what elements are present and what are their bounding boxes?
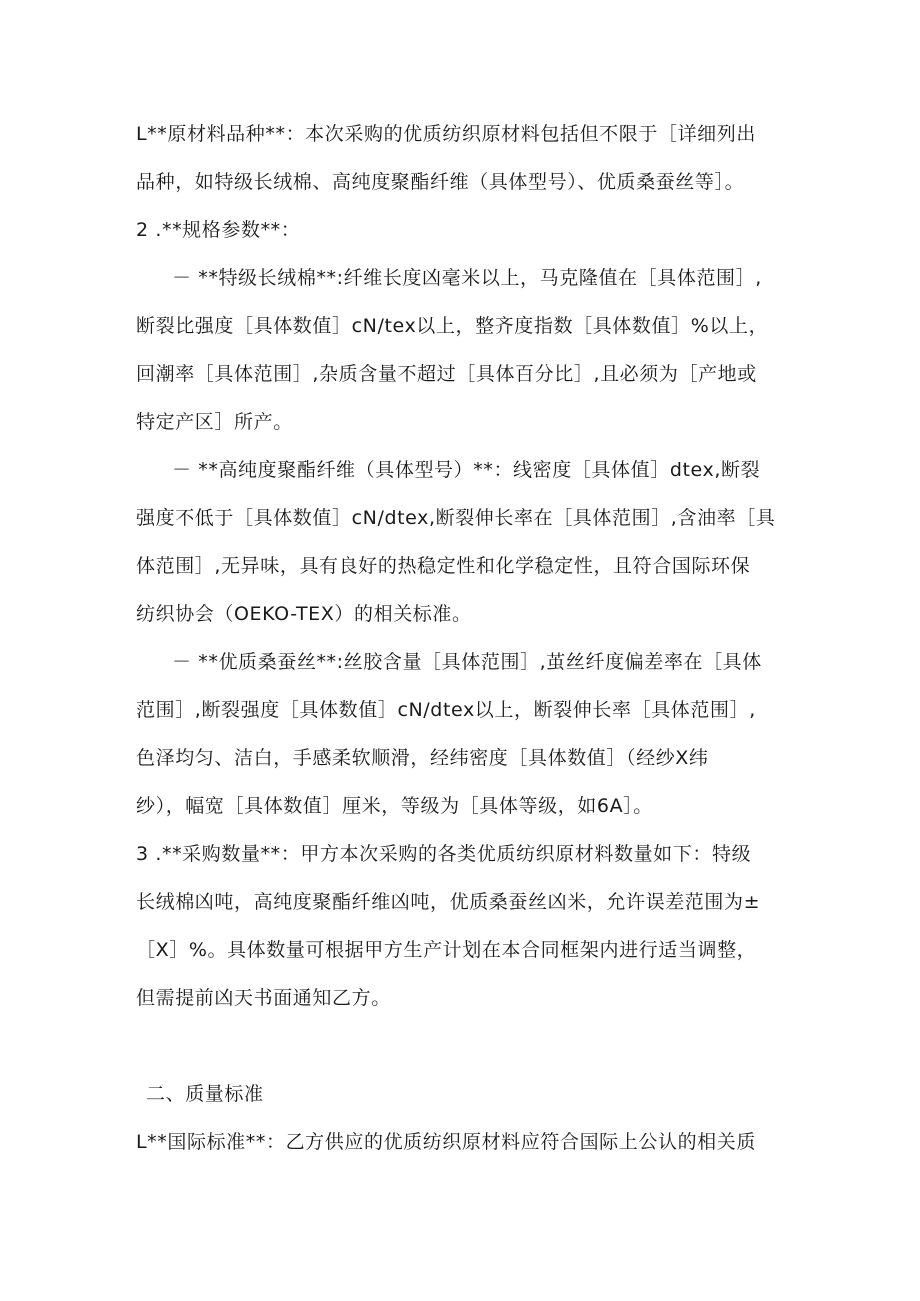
- text-line-14: 色泽均匀、洁白，手感柔软顺滑，经纬密度［具体数值］（经纱X纬: [136, 747, 709, 769]
- text-line-17: 长绒棉凶吨，高纯度聚酯纤维凶吨，优质桑蚕丝凶米，允许误差范围为±: [136, 891, 761, 913]
- text-line-10: 体范围］,无异味，具有良好的热稳定性和化学稳定性，且符合国际环保: [136, 555, 751, 577]
- text-line-1: L**原材料品种**：本次采购的优质纺织原材料包括但不限于［详细列出: [136, 123, 756, 145]
- text-line-7: 特定产区］所产。: [136, 411, 293, 433]
- text-line-21: L**国际标准**：乙方供应的优质纺织原材料应符合国际上公认的相关质: [136, 1131, 756, 1153]
- section-heading-quantity: 3 .**采购数量**：甲方本次采购的各类优质纺织原材料数量如下：特级: [136, 843, 752, 865]
- text-line-2: 品种，如特级长绒棉、高纯度聚酯纤维（具体型号）、优质桑蚕丝等］。: [136, 171, 745, 193]
- text-line-8: － **高纯度聚酯纤维（具体型号）**：线密度［具体值］dtex,断裂: [172, 459, 761, 481]
- text-line-15: 纱），幅宽［具体数值］厘米，等级为［具体等级，如6A］。: [136, 795, 653, 817]
- text-line-9: 强度不低于［具体数值］cN/dtex,断裂伸长率在［具体范围］,含油率［具: [136, 507, 776, 529]
- text-line-5: 断裂比强度［具体数值］cN/tex以上，整齐度指数［具体数值］%以上，: [136, 315, 769, 337]
- text-line-6: 回潮率［具体范围］,杂质含量不超过［具体百分比］,且必须为［产地或: [136, 363, 757, 385]
- text-line-12: － **优质桑蚕丝**:丝胶含量［具体范围］,茧丝纤度偏差率在［具体: [172, 651, 762, 673]
- text-line-18: ［X］%。具体数量可根据甲方生产计划在本合同框架内进行适当调整，: [136, 939, 757, 961]
- text-line-4: － **特级长绒棉**:纤维长度凶毫米以上，马克隆值在［具体范围］,: [172, 267, 762, 289]
- section-heading-specs: 2 .**规格参数**：: [136, 219, 301, 241]
- text-line-19: 但需提前凶天书面通知乙方。: [136, 987, 391, 1009]
- text-line-11: 纺织协会（OEKO-TEX）的相关标准。: [136, 603, 472, 625]
- text-line-13: 范围］,断裂强度［具体数值］cN/dtex以上，断裂伸长率［具体范围］,: [136, 699, 756, 721]
- section-title-quality: 二、质量标准: [146, 1083, 264, 1105]
